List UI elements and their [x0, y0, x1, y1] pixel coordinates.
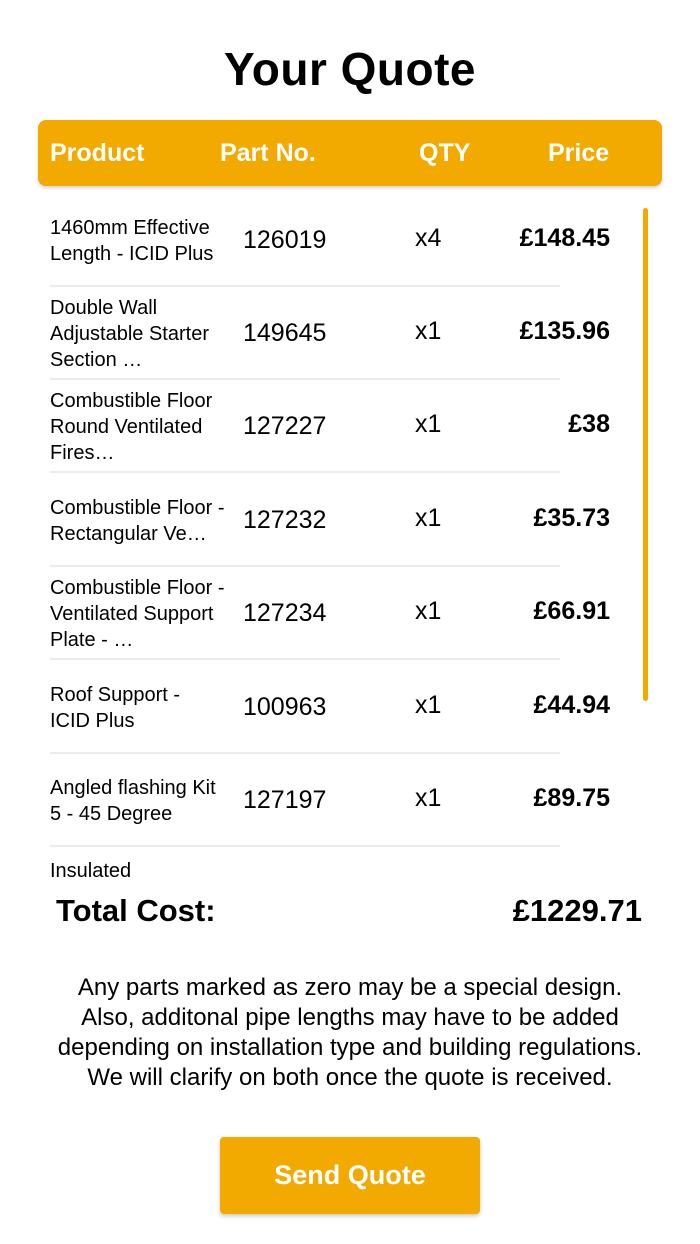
table-row	[38, 848, 662, 886]
table-row	[38, 567, 662, 660]
product-name: 1460mm Effective Length - ICID Plus	[50, 216, 214, 265]
table-row	[38, 474, 662, 567]
table-row	[38, 287, 662, 380]
quantity: x1	[415, 504, 442, 532]
disclaimer-line: We will clarify on both once the quote is received.	[87, 1064, 613, 1091]
total-cost-value: £1229.71	[512, 893, 642, 928]
product-name: Combustible Floor - Rectangular Ve…	[50, 496, 225, 545]
product-name: Double Wall Adjustable Starter Section …	[50, 296, 209, 371]
product-name: Combustible Floor - Ventilated Support Plate - …	[50, 576, 225, 651]
quantity: x1	[415, 691, 442, 719]
product-name: Combustible Floor Round Ventilated Fires…	[50, 389, 213, 464]
row-divider	[50, 471, 560, 473]
quantity: x1	[415, 410, 442, 438]
table-row	[38, 754, 662, 847]
price: £66.91	[533, 597, 610, 625]
product-name: Insulated	[50, 860, 132, 882]
quantity: x1	[415, 317, 442, 345]
table-header	[38, 120, 662, 186]
product-name: Roof Support - ICID Plus	[50, 683, 181, 732]
product-name: Angled flashing Kit 5 - 45 Degree	[50, 776, 216, 825]
table-row	[38, 661, 662, 754]
quantity: x1	[415, 597, 442, 625]
disclaimer-line: depending on installation type and building regulations.	[57, 1034, 643, 1061]
disclaimer-line: Any parts marked as zero may be a special design.	[77, 974, 623, 1001]
column-header-part-no: Part No.	[220, 139, 316, 167]
column-header-product: Product	[50, 139, 145, 167]
column-header-qty: QTY	[419, 139, 471, 167]
price: £38	[568, 410, 610, 438]
total-cost-label: Total Cost:	[56, 893, 216, 928]
column-header-price: Price	[548, 139, 610, 167]
list-scrollbar[interactable]	[643, 208, 648, 701]
part-number: 127234	[243, 599, 327, 627]
price: £148.45	[519, 224, 610, 252]
part-number: 149645	[243, 319, 327, 347]
price: £89.75	[533, 784, 610, 812]
page-title: Your Quote	[223, 43, 477, 95]
price: £35.73	[533, 504, 610, 532]
row-divider	[50, 658, 560, 660]
part-number: 127232	[243, 506, 327, 534]
part-number: 127197	[243, 786, 327, 814]
price: £135.96	[519, 317, 610, 345]
part-number: 100963	[243, 693, 327, 721]
quote-item-list[interactable]	[38, 194, 662, 886]
part-number: 126019	[243, 226, 327, 254]
table-row	[38, 194, 662, 287]
price: £44.94	[533, 691, 610, 719]
send-quote-button[interactable]: Send Quote	[220, 1137, 480, 1214]
part-number: 127227	[243, 412, 327, 440]
quantity: x4	[415, 224, 442, 252]
table-row	[38, 380, 662, 473]
disclaimer-line: Also, additonal pipe lengths may have to be added	[81, 1004, 619, 1031]
row-divider	[50, 845, 560, 847]
quote-disclaimer	[20, 973, 680, 1093]
quantity: x1	[415, 784, 442, 812]
